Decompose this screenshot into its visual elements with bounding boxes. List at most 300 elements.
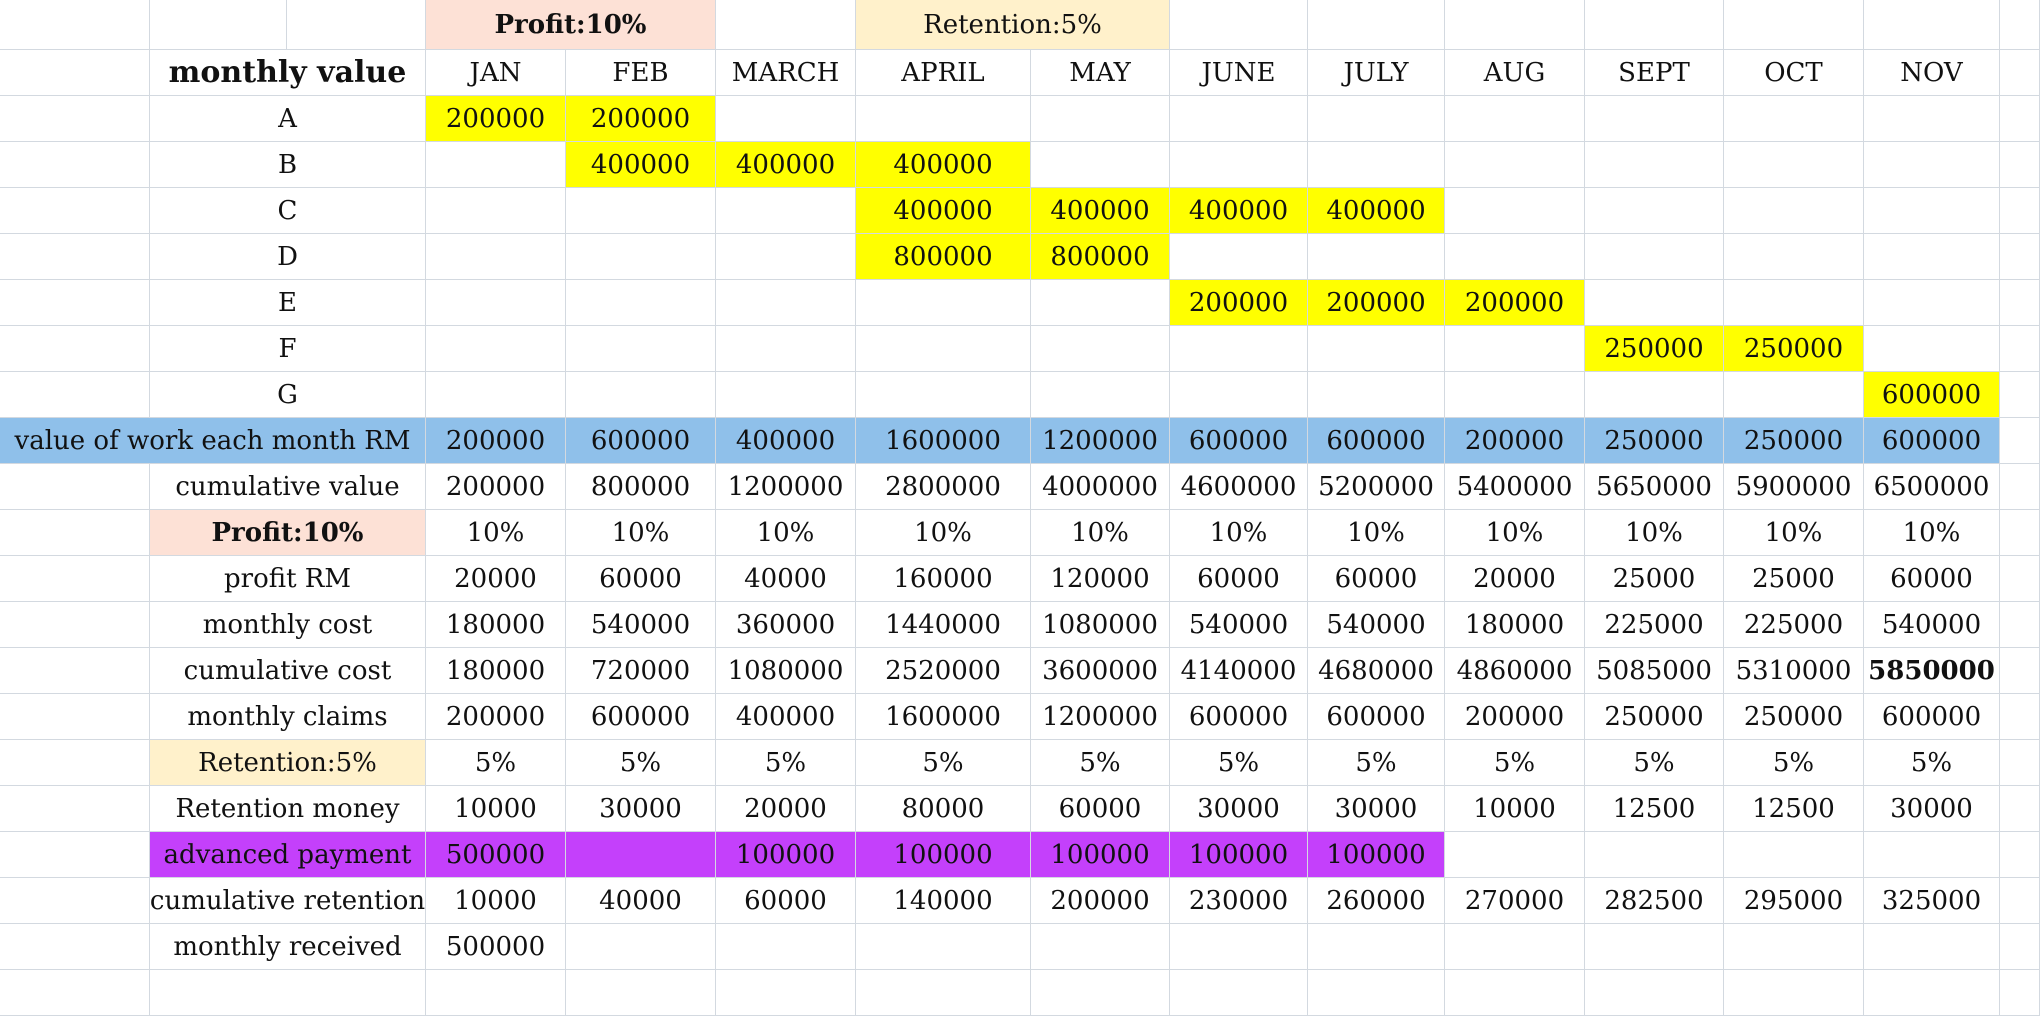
value-cell[interactable]: 230000 <box>1170 878 1308 924</box>
empty-cell[interactable] <box>1585 280 1724 326</box>
empty-cell[interactable] <box>716 234 856 280</box>
value-cell[interactable]: 60000 <box>1308 556 1445 602</box>
value-cell[interactable]: 225000 <box>1724 602 1864 648</box>
month-header[interactable]: FEB <box>566 50 716 96</box>
empty-cell[interactable] <box>1170 234 1308 280</box>
value-cell[interactable]: 400000 <box>856 188 1031 234</box>
month-header[interactable]: MARCH <box>716 50 856 96</box>
value-cell[interactable]: 4680000 <box>1308 648 1445 694</box>
value-cell[interactable]: 1080000 <box>716 648 856 694</box>
empty-cell[interactable] <box>566 970 716 1016</box>
empty-cell[interactable] <box>1724 970 1864 1016</box>
empty-cell[interactable] <box>1585 970 1724 1016</box>
empty-cell[interactable] <box>1308 326 1445 372</box>
row-label[interactable]: monthly value <box>150 50 426 96</box>
value-cell[interactable]: 2520000 <box>856 648 1031 694</box>
value-cell[interactable]: 5200000 <box>1308 464 1445 510</box>
empty-cell[interactable] <box>0 372 150 418</box>
value-cell[interactable]: 10% <box>1724 510 1864 556</box>
value-cell[interactable]: 400000 <box>1308 188 1445 234</box>
empty-cell[interactable] <box>426 326 566 372</box>
empty-cell[interactable] <box>1170 0 1308 50</box>
value-cell[interactable]: 200000 <box>426 418 566 464</box>
empty-cell[interactable] <box>566 924 716 970</box>
empty-cell[interactable] <box>1864 142 2000 188</box>
empty-cell[interactable] <box>2000 464 2040 510</box>
value-cell[interactable]: 100000 <box>1170 832 1308 878</box>
value-cell[interactable]: 400000 <box>716 418 856 464</box>
value-cell[interactable]: 10000 <box>1445 786 1585 832</box>
value-cell[interactable]: 400000 <box>566 142 716 188</box>
value-cell[interactable]: 4140000 <box>1170 648 1308 694</box>
empty-cell[interactable] <box>0 970 150 1016</box>
value-cell[interactable]: 200000 <box>1308 280 1445 326</box>
empty-cell[interactable] <box>716 372 856 418</box>
month-header[interactable]: AUG <box>1445 50 1585 96</box>
value-cell[interactable]: 100000 <box>1308 832 1445 878</box>
empty-cell[interactable] <box>856 970 1031 1016</box>
empty-cell[interactable] <box>287 0 426 50</box>
empty-cell[interactable] <box>1585 234 1724 280</box>
empty-cell[interactable] <box>1308 924 1445 970</box>
empty-cell[interactable] <box>0 648 150 694</box>
empty-cell[interactable] <box>0 326 150 372</box>
value-cell[interactable]: 10% <box>716 510 856 556</box>
value-cell[interactable]: 250000 <box>1585 694 1724 740</box>
empty-cell[interactable] <box>0 96 150 142</box>
empty-cell[interactable] <box>0 694 150 740</box>
value-cell[interactable]: 1440000 <box>856 602 1031 648</box>
value-cell[interactable]: 200000 <box>1031 878 1170 924</box>
value-cell[interactable]: 5650000 <box>1585 464 1724 510</box>
empty-cell[interactable] <box>1864 326 2000 372</box>
retention-tag[interactable]: Retention:5% <box>856 0 1170 50</box>
empty-cell[interactable] <box>716 96 856 142</box>
empty-cell[interactable] <box>2000 234 2040 280</box>
empty-cell[interactable] <box>0 510 150 556</box>
empty-cell[interactable] <box>1864 0 2000 50</box>
value-cell[interactable]: 180000 <box>426 648 566 694</box>
empty-cell[interactable] <box>856 280 1031 326</box>
value-cell[interactable]: 540000 <box>1308 602 1445 648</box>
empty-cell[interactable] <box>566 188 716 234</box>
empty-cell[interactable] <box>2000 556 2040 602</box>
value-cell[interactable]: 1200000 <box>1031 418 1170 464</box>
empty-cell[interactable] <box>566 234 716 280</box>
value-cell[interactable]: 250000 <box>1724 326 1864 372</box>
value-cell[interactable]: 720000 <box>566 648 716 694</box>
value-cell[interactable]: 60000 <box>716 878 856 924</box>
value-cell[interactable]: 500000 <box>426 832 566 878</box>
value-cell[interactable]: 10000 <box>426 786 566 832</box>
row-label[interactable]: monthly claims <box>150 694 426 740</box>
value-cell[interactable]: 200000 <box>426 694 566 740</box>
value-cell[interactable]: 12500 <box>1724 786 1864 832</box>
value-cell[interactable]: 2800000 <box>856 464 1031 510</box>
value-cell[interactable]: 5% <box>856 740 1031 786</box>
value-cell[interactable]: 4860000 <box>1445 648 1585 694</box>
value-cell[interactable]: 282500 <box>1585 878 1724 924</box>
value-cell[interactable]: 3600000 <box>1031 648 1170 694</box>
month-header[interactable]: NOV <box>1864 50 2000 96</box>
value-cell[interactable]: 1080000 <box>1031 602 1170 648</box>
value-cell[interactable]: 400000 <box>1170 188 1308 234</box>
month-header[interactable]: JAN <box>426 50 566 96</box>
value-cell[interactable]: 5% <box>1031 740 1170 786</box>
empty-cell[interactable] <box>1031 96 1170 142</box>
value-cell[interactable]: 5310000 <box>1724 648 1864 694</box>
empty-cell[interactable] <box>1445 372 1585 418</box>
empty-cell[interactable] <box>0 50 150 96</box>
empty-cell[interactable] <box>1724 372 1864 418</box>
value-cell[interactable]: 600000 <box>1170 418 1308 464</box>
row-label[interactable]: F <box>150 326 426 372</box>
value-cell[interactable]: 10000 <box>426 878 566 924</box>
empty-cell[interactable] <box>1445 96 1585 142</box>
value-cell[interactable]: 800000 <box>856 234 1031 280</box>
value-cell[interactable]: 200000 <box>566 96 716 142</box>
value-cell[interactable]: 250000 <box>1724 694 1864 740</box>
empty-cell[interactable] <box>1724 234 1864 280</box>
row-label[interactable] <box>150 970 426 1016</box>
value-cell[interactable]: 20000 <box>1445 556 1585 602</box>
empty-cell[interactable] <box>716 326 856 372</box>
empty-cell[interactable] <box>566 372 716 418</box>
value-cell[interactable]: 400000 <box>856 142 1031 188</box>
value-cell[interactable]: 260000 <box>1308 878 1445 924</box>
value-cell[interactable]: 1200000 <box>716 464 856 510</box>
value-cell[interactable]: 10% <box>1864 510 2000 556</box>
empty-cell[interactable] <box>1585 188 1724 234</box>
month-header[interactable]: APRIL <box>856 50 1031 96</box>
value-cell[interactable]: 5085000 <box>1585 648 1724 694</box>
empty-cell[interactable] <box>1864 188 2000 234</box>
value-cell[interactable]: 200000 <box>1445 694 1585 740</box>
row-label[interactable]: advanced payment <box>150 832 426 878</box>
empty-cell[interactable] <box>1724 280 1864 326</box>
empty-cell[interactable] <box>716 188 856 234</box>
value-cell[interactable]: 10% <box>426 510 566 556</box>
empty-cell[interactable] <box>716 970 856 1016</box>
value-cell[interactable]: 40000 <box>566 878 716 924</box>
empty-cell[interactable] <box>2000 418 2040 464</box>
value-cell[interactable]: 180000 <box>1445 602 1585 648</box>
value-cell[interactable]: 5% <box>1445 740 1585 786</box>
empty-cell[interactable] <box>1031 970 1170 1016</box>
value-cell[interactable]: 12500 <box>1585 786 1724 832</box>
empty-cell[interactable] <box>566 832 716 878</box>
row-label[interactable]: D <box>150 234 426 280</box>
value-cell[interactable]: 325000 <box>1864 878 2000 924</box>
value-cell[interactable]: 200000 <box>1445 280 1585 326</box>
empty-cell[interactable] <box>1170 142 1308 188</box>
value-cell[interactable]: 400000 <box>1031 188 1170 234</box>
month-header[interactable]: MAY <box>1031 50 1170 96</box>
value-cell[interactable]: 200000 <box>426 464 566 510</box>
empty-cell[interactable] <box>1445 832 1585 878</box>
value-cell[interactable]: 600000 <box>566 418 716 464</box>
empty-cell[interactable] <box>1170 96 1308 142</box>
empty-cell[interactable] <box>2000 970 2040 1016</box>
value-cell[interactable]: 1600000 <box>856 694 1031 740</box>
empty-cell[interactable] <box>1170 372 1308 418</box>
empty-cell[interactable] <box>2000 510 2040 556</box>
value-cell[interactable]: 800000 <box>566 464 716 510</box>
value-cell[interactable]: 25000 <box>1724 556 1864 602</box>
value-cell[interactable]: 60000 <box>1031 786 1170 832</box>
value-cell[interactable]: 80000 <box>856 786 1031 832</box>
empty-cell[interactable] <box>2000 832 2040 878</box>
value-cell[interactable]: 270000 <box>1445 878 1585 924</box>
month-header[interactable]: JULY <box>1308 50 1445 96</box>
empty-cell[interactable] <box>1864 970 2000 1016</box>
empty-cell[interactable] <box>1031 326 1170 372</box>
empty-cell[interactable] <box>2000 50 2040 96</box>
value-cell[interactable]: 20000 <box>716 786 856 832</box>
empty-cell[interactable] <box>426 970 566 1016</box>
empty-cell[interactable] <box>1308 970 1445 1016</box>
value-cell[interactable]: 25000 <box>1585 556 1724 602</box>
empty-cell[interactable] <box>1445 326 1585 372</box>
empty-cell[interactable] <box>1031 280 1170 326</box>
empty-cell[interactable] <box>716 280 856 326</box>
value-cell[interactable]: 540000 <box>1170 602 1308 648</box>
empty-cell[interactable] <box>2000 0 2040 50</box>
value-cell[interactable]: 10% <box>1031 510 1170 556</box>
value-cell[interactable]: 5400000 <box>1445 464 1585 510</box>
empty-cell[interactable] <box>1724 96 1864 142</box>
month-header[interactable]: JUNE <box>1170 50 1308 96</box>
value-cell[interactable]: 600000 <box>1864 372 2000 418</box>
empty-cell[interactable] <box>716 0 856 50</box>
value-cell[interactable]: 5% <box>426 740 566 786</box>
value-cell[interactable]: 600000 <box>1308 418 1445 464</box>
value-cell[interactable]: 100000 <box>856 832 1031 878</box>
value-cell[interactable]: 200000 <box>1170 280 1308 326</box>
value-cell[interactable]: 600000 <box>1864 418 2000 464</box>
row-label[interactable]: Profit:10% <box>150 510 426 556</box>
value-cell[interactable]: 5% <box>1864 740 2000 786</box>
value-cell[interactable]: 200000 <box>426 96 566 142</box>
value-cell[interactable]: 120000 <box>1031 556 1170 602</box>
empty-cell[interactable] <box>1308 96 1445 142</box>
empty-cell[interactable] <box>2000 878 2040 924</box>
empty-cell[interactable] <box>1724 832 1864 878</box>
empty-cell[interactable] <box>856 372 1031 418</box>
value-cell[interactable]: 10% <box>1170 510 1308 556</box>
empty-cell[interactable] <box>1864 96 2000 142</box>
empty-cell[interactable] <box>1724 0 1864 50</box>
value-cell[interactable]: 250000 <box>1724 418 1864 464</box>
row-label[interactable]: A <box>150 96 426 142</box>
empty-cell[interactable] <box>1445 188 1585 234</box>
empty-cell[interactable] <box>0 832 150 878</box>
empty-cell[interactable] <box>2000 786 2040 832</box>
value-cell[interactable]: 30000 <box>1308 786 1445 832</box>
empty-cell[interactable] <box>856 924 1031 970</box>
value-cell[interactable]: 5900000 <box>1724 464 1864 510</box>
empty-cell[interactable] <box>1170 970 1308 1016</box>
empty-cell[interactable] <box>1585 142 1724 188</box>
empty-cell[interactable] <box>1445 924 1585 970</box>
value-cell[interactable]: 5% <box>1170 740 1308 786</box>
empty-cell[interactable] <box>1585 924 1724 970</box>
row-label[interactable]: G <box>150 372 426 418</box>
empty-cell[interactable] <box>150 0 287 50</box>
empty-cell[interactable] <box>2000 326 2040 372</box>
value-cell[interactable]: 40000 <box>716 556 856 602</box>
empty-cell[interactable] <box>1585 0 1724 50</box>
empty-cell[interactable] <box>1031 372 1170 418</box>
empty-cell[interactable] <box>856 326 1031 372</box>
empty-cell[interactable] <box>0 234 150 280</box>
value-cell[interactable]: 225000 <box>1585 602 1724 648</box>
value-cell[interactable]: 60000 <box>566 556 716 602</box>
empty-cell[interactable] <box>0 740 150 786</box>
value-cell[interactable]: 5% <box>1585 740 1724 786</box>
value-cell[interactable]: 10% <box>1445 510 1585 556</box>
value-cell[interactable]: 10% <box>566 510 716 556</box>
profit-tag[interactable]: Profit:10% <box>426 0 716 50</box>
value-cell[interactable]: 1600000 <box>856 418 1031 464</box>
empty-cell[interactable] <box>1031 924 1170 970</box>
month-header[interactable]: OCT <box>1724 50 1864 96</box>
value-cell[interactable]: 10% <box>1585 510 1724 556</box>
empty-cell[interactable] <box>2000 740 2040 786</box>
empty-cell[interactable] <box>1864 234 2000 280</box>
row-label[interactable]: C <box>150 188 426 234</box>
empty-cell[interactable] <box>1031 142 1170 188</box>
value-cell[interactable]: 5% <box>716 740 856 786</box>
empty-cell[interactable] <box>1724 188 1864 234</box>
empty-cell[interactable] <box>1308 372 1445 418</box>
empty-cell[interactable] <box>1864 832 2000 878</box>
empty-cell[interactable] <box>0 556 150 602</box>
value-cell[interactable]: 100000 <box>716 832 856 878</box>
empty-cell[interactable] <box>1585 372 1724 418</box>
empty-cell[interactable] <box>426 188 566 234</box>
value-cell[interactable]: 5% <box>1308 740 1445 786</box>
value-cell[interactable]: 200000 <box>1445 418 1585 464</box>
row-label[interactable]: Retention money <box>150 786 426 832</box>
value-cell[interactable]: 5% <box>1724 740 1864 786</box>
empty-cell[interactable] <box>1585 832 1724 878</box>
empty-cell[interactable] <box>1308 0 1445 50</box>
empty-cell[interactable] <box>426 142 566 188</box>
empty-cell[interactable] <box>566 326 716 372</box>
empty-cell[interactable] <box>2000 142 2040 188</box>
empty-cell[interactable] <box>0 188 150 234</box>
value-cell[interactable]: 60000 <box>1170 556 1308 602</box>
row-label[interactable]: cumulative retention <box>150 878 426 924</box>
empty-cell[interactable] <box>2000 602 2040 648</box>
empty-cell[interactable] <box>1170 326 1308 372</box>
empty-cell[interactable] <box>2000 648 2040 694</box>
row-label[interactable]: cumulative value <box>150 464 426 510</box>
value-cell[interactable]: 5850000 <box>1864 648 2000 694</box>
empty-cell[interactable] <box>0 602 150 648</box>
value-cell[interactable]: 30000 <box>566 786 716 832</box>
empty-cell[interactable] <box>2000 96 2040 142</box>
empty-cell[interactable] <box>426 280 566 326</box>
value-cell[interactable]: 20000 <box>426 556 566 602</box>
empty-cell[interactable] <box>1445 0 1585 50</box>
empty-cell[interactable] <box>1445 234 1585 280</box>
value-cell[interactable]: 600000 <box>1170 694 1308 740</box>
empty-cell[interactable] <box>2000 372 2040 418</box>
value-cell[interactable]: 540000 <box>566 602 716 648</box>
empty-cell[interactable] <box>0 464 150 510</box>
empty-cell[interactable] <box>1724 924 1864 970</box>
empty-cell[interactable] <box>716 924 856 970</box>
empty-cell[interactable] <box>1864 924 2000 970</box>
empty-cell[interactable] <box>1445 970 1585 1016</box>
value-cell[interactable]: 360000 <box>716 602 856 648</box>
value-cell[interactable]: 295000 <box>1724 878 1864 924</box>
row-label[interactable]: E <box>150 280 426 326</box>
empty-cell[interactable] <box>1864 280 2000 326</box>
value-cell[interactable]: 10% <box>1308 510 1445 556</box>
empty-cell[interactable] <box>1308 234 1445 280</box>
row-label[interactable]: monthly received <box>150 924 426 970</box>
value-cell[interactable]: 400000 <box>716 694 856 740</box>
value-cell[interactable]: 400000 <box>716 142 856 188</box>
empty-cell[interactable] <box>0 280 150 326</box>
value-cell[interactable]: 250000 <box>1585 418 1724 464</box>
value-cell[interactable]: 30000 <box>1170 786 1308 832</box>
value-cell[interactable]: 1200000 <box>1031 694 1170 740</box>
empty-cell[interactable] <box>2000 280 2040 326</box>
value-cell[interactable]: 140000 <box>856 878 1031 924</box>
row-label[interactable]: B <box>150 142 426 188</box>
empty-cell[interactable] <box>1585 96 1724 142</box>
empty-cell[interactable] <box>426 372 566 418</box>
value-cell[interactable]: 5% <box>566 740 716 786</box>
empty-cell[interactable] <box>1724 142 1864 188</box>
empty-cell[interactable] <box>1170 924 1308 970</box>
empty-cell[interactable] <box>0 924 150 970</box>
value-cell[interactable]: 800000 <box>1031 234 1170 280</box>
empty-cell[interactable] <box>0 878 150 924</box>
empty-cell[interactable] <box>0 0 150 50</box>
value-cell[interactable]: 4000000 <box>1031 464 1170 510</box>
value-cell[interactable]: 4600000 <box>1170 464 1308 510</box>
value-cell[interactable]: 60000 <box>1864 556 2000 602</box>
empty-cell[interactable] <box>426 234 566 280</box>
value-cell[interactable]: 250000 <box>1585 326 1724 372</box>
row-label[interactable]: cumulative cost <box>150 648 426 694</box>
value-cell[interactable]: 600000 <box>1308 694 1445 740</box>
value-cell[interactable]: 600000 <box>566 694 716 740</box>
value-cell[interactable]: 180000 <box>426 602 566 648</box>
empty-cell[interactable] <box>2000 694 2040 740</box>
row-label[interactable]: Retention:5% <box>150 740 426 786</box>
row-label[interactable]: monthly cost <box>150 602 426 648</box>
value-cell[interactable]: 500000 <box>426 924 566 970</box>
value-cell[interactable]: 160000 <box>856 556 1031 602</box>
value-cell[interactable]: 6500000 <box>1864 464 2000 510</box>
empty-cell[interactable] <box>2000 924 2040 970</box>
row-label[interactable]: value of work each month RM <box>0 418 426 464</box>
empty-cell[interactable] <box>1308 142 1445 188</box>
value-cell[interactable]: 10% <box>856 510 1031 556</box>
empty-cell[interactable] <box>856 96 1031 142</box>
empty-cell[interactable] <box>1445 142 1585 188</box>
month-header[interactable]: SEPT <box>1585 50 1724 96</box>
empty-cell[interactable] <box>0 786 150 832</box>
empty-cell[interactable] <box>566 280 716 326</box>
value-cell[interactable]: 30000 <box>1864 786 2000 832</box>
